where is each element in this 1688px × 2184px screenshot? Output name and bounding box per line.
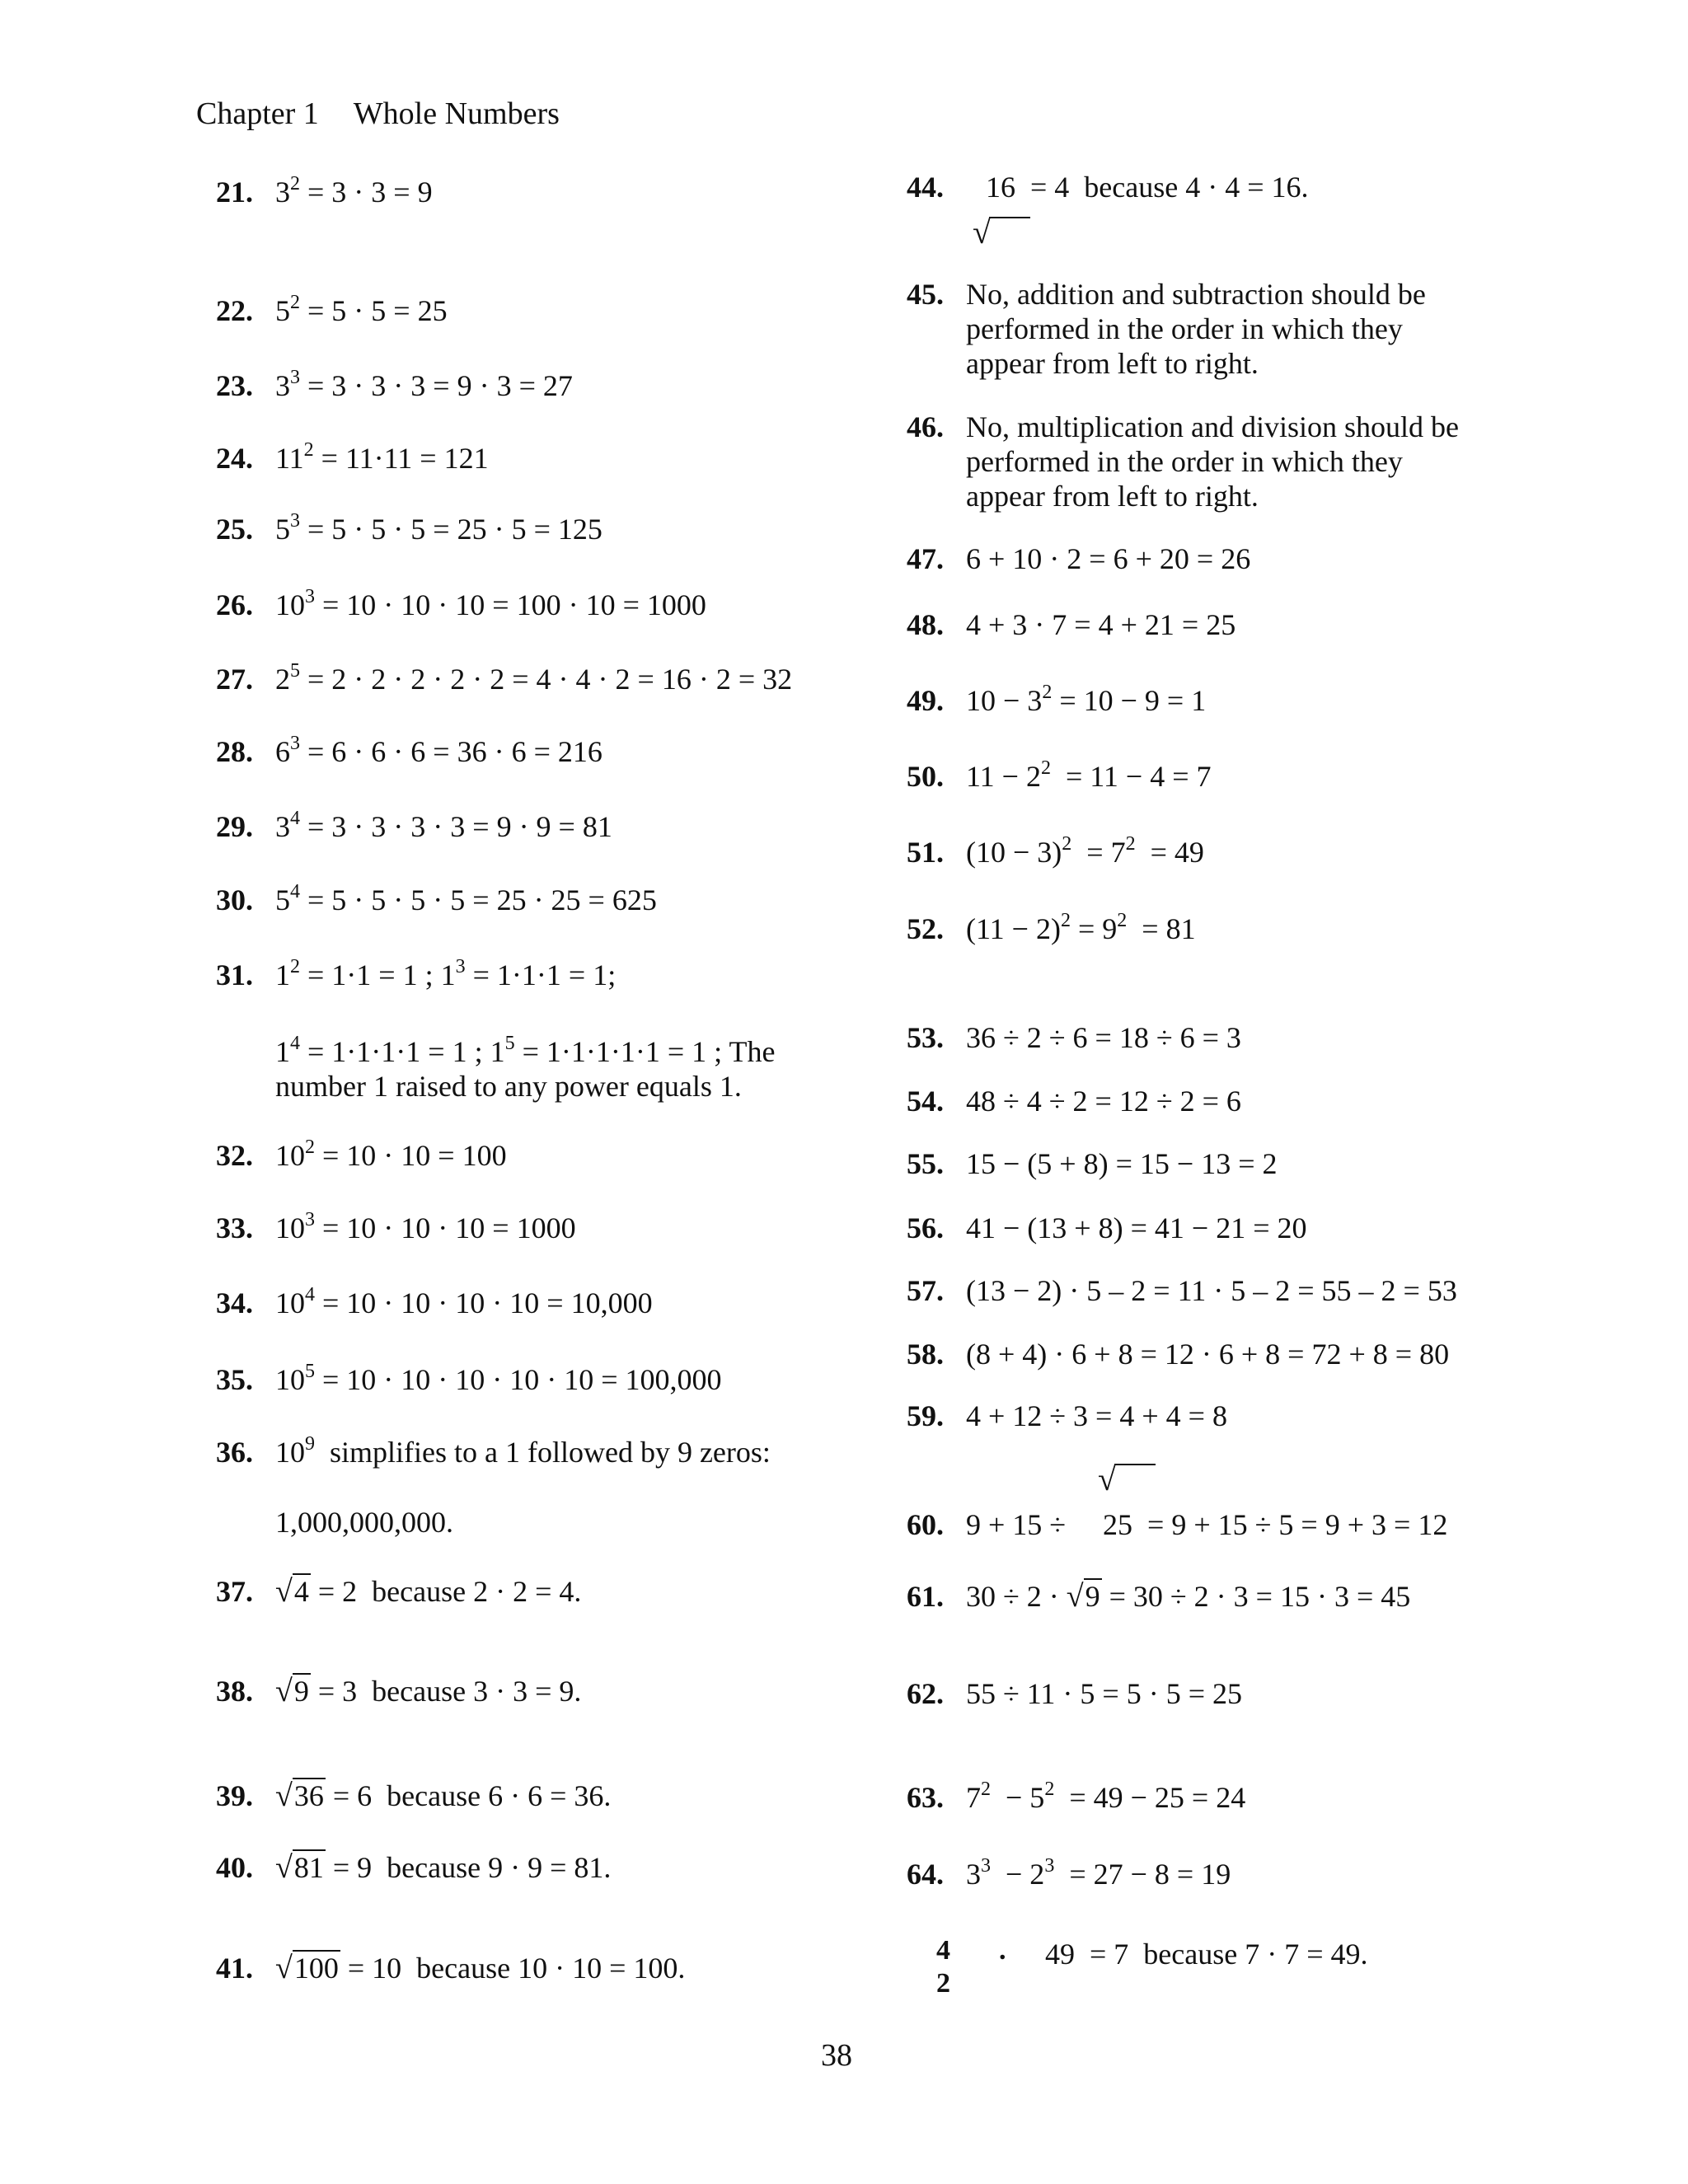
page-header: [196, 96, 560, 132]
page-number: 38: [821, 2038, 852, 2073]
radical-sign: √81: [275, 1850, 324, 1885]
exercise-42-dot: .: [999, 1935, 1006, 1966]
exercise-42-number-top: 4: [936, 1935, 950, 1966]
radical-sign: √: [1098, 1463, 1156, 1496]
exercise-42-number-bottom: 2: [936, 1968, 950, 1999]
exercise-42-text: 49 = 7 because 7 · 7 = 49.: [1045, 1938, 1368, 1971]
radical-sign: √36: [275, 1779, 324, 1813]
radical-sign: √9: [275, 1674, 309, 1708]
radical-sign: √: [973, 216, 1030, 249]
radical-sign: √4: [275, 1574, 309, 1609]
chapter-label: Chapter 1: [196, 96, 319, 131]
chapter-title: Whole Numbers: [353, 96, 560, 131]
radical-sign: √100: [275, 1951, 339, 1985]
radical-sign: √9: [1066, 1579, 1100, 1614]
